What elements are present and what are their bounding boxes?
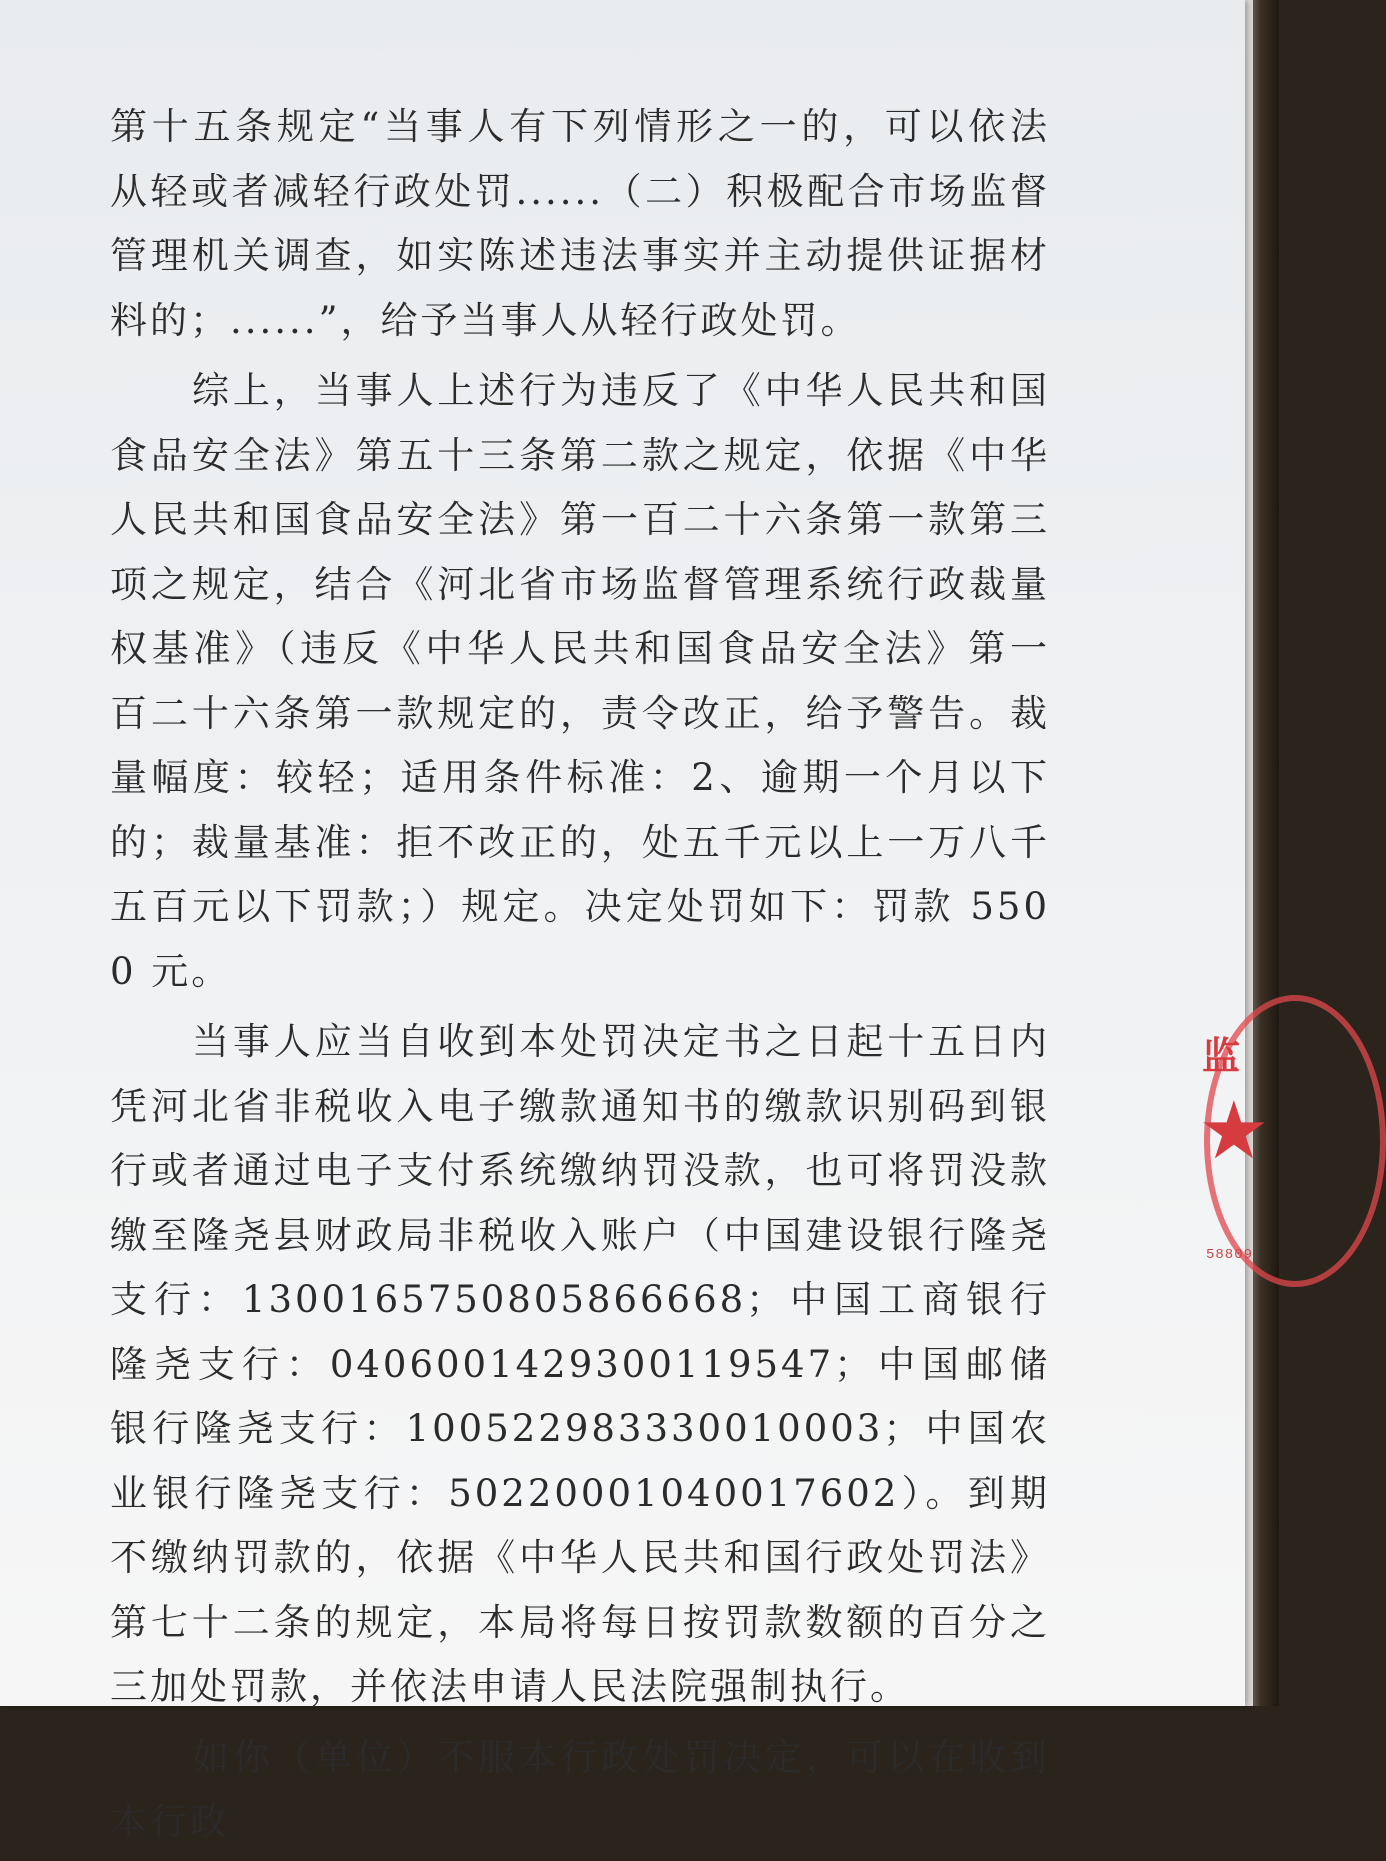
paragraph-legal-basis-and-penalty: 综上，当事人上述行为违反了《中华人民共和国食品安全法》第五十三条第二款之规定，依据《中华人民共和国食品安全法》第一百二十六条第一款第三项之规定，结合《河北省市场监督管理系统行政裁量权基准》（违反《中华人民共和国食品安全法》第一百二十六条第一款规定的，责令改正，给予警告。裁量幅度：较轻；适用条件标准：2、逾期一个月以下的；裁量基准：拒不改正的，处五千元以上一万八千五百元以下罚款；）规定。决定处罚如下：罚款 5500 元。	[110, 369, 1050, 993]
paragraph-appeal-notice: 如你（单位）不服本行政处罚决定，可以在收到本行政	[110, 1735, 1050, 1843]
paragraph-payment-instructions: 当事人应当自收到本处罚决定书之日起十五日内凭河北省非税收入电子缴款通知书的缴款识别码到银行或者通过电子支付系统缴纳罚没款，也可将罚没款缴至隆尧县财政局非税收入账户（中国建设银行隆尧支行：1300165750805866668；中国工商银行隆尧支行：0406001429300119547；中国邮储银行隆尧支行：100522983330010003；中国农业银行隆尧支行：50220001040017602）。到期不缴纳罚款的，依据《中华人民共和国行政处罚法》第七十二条的规定，本局将每日按罚款数额的百分之三加处罚款，并依法申请人民法院强制执行。	[110, 1020, 1050, 1708]
seal-star-icon: ★	[1198, 1084, 1270, 1177]
seal-character: 监	[1202, 1034, 1241, 1078]
official-seal-stamp	[1196, 995, 1276, 1295]
seal-code-number: 58809	[1206, 1247, 1254, 1263]
document-body	[110, 95, 1050, 1861]
paragraph-mitigation-clause: 第十五条规定“当事人有下列情形之一的，可以依法从轻或者减轻行政处罚......（二）积极配合市场监督管理机关调查，如实陈述违法事实并主动提供证据材料的；......”，给予当事人从轻行政处罚。	[110, 105, 1050, 342]
